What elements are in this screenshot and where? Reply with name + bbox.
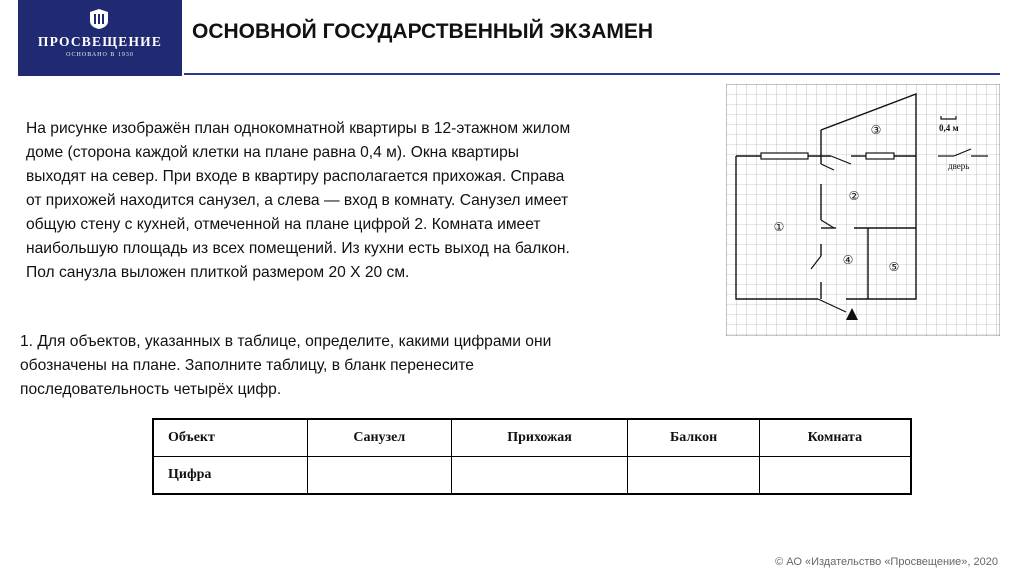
question-line: 1. Для объектов, указанных в таблице, определите, какими цифрами они <box>20 333 552 350</box>
publisher-logo <box>18 0 182 76</box>
task-line: доме (сторона каждой клетки на плане равна 0,4 м). Окна квартиры <box>26 144 519 161</box>
apartment-plan <box>726 84 1000 336</box>
answer-cell[interactable] <box>308 457 452 495</box>
table-header-cell: Прихожая <box>451 419 628 457</box>
room-marker-1: ① <box>773 220 785 234</box>
answer-table <box>152 418 912 495</box>
task-line: выходят на север. При входе в квартиру располагается прихожая. Справа <box>26 168 565 185</box>
room-marker-5: ⑤ <box>888 260 900 274</box>
question-line: последовательность четырёх цифр. <box>20 381 282 398</box>
task-description <box>26 117 706 285</box>
table-header-cell: Комната <box>759 419 911 457</box>
table-row <box>153 457 911 495</box>
question-line: обозначены на плане. Заполните таблицу, в бланк перенесите <box>20 357 474 374</box>
task-line: Пол санузла выложен плиткой размером 20 Х 20 см. <box>26 264 410 281</box>
room-marker-2: ② <box>848 189 860 203</box>
table-header-cell: Объект <box>153 419 308 457</box>
answer-cell[interactable] <box>759 457 911 495</box>
page-title: ОСНОВНОЙ ГОСУДАРСТВЕННЫЙ ЭКЗАМЕН <box>192 20 654 43</box>
logo-since: ОСНОВАНО В 1930 <box>66 52 134 58</box>
answer-cell[interactable] <box>451 457 628 495</box>
publisher-emblem-icon <box>88 8 110 30</box>
room-marker-3: ③ <box>870 123 882 137</box>
scale-label: 0,4 м <box>939 123 959 133</box>
table-header-row <box>153 419 911 457</box>
table-row-label: Цифра <box>153 457 308 495</box>
door-label: дверь <box>948 161 970 171</box>
plan-grid <box>726 84 1000 336</box>
question-text <box>20 330 710 402</box>
header-divider <box>184 73 1000 75</box>
room-marker-4: ④ <box>842 253 854 267</box>
table-header-cell: Балкон <box>628 419 759 457</box>
copyright-footer: © АО «Издательство «Просвещение», 2020 <box>775 556 998 568</box>
task-line: от прихожей находится санузел, а слева — вход в комнату. Санузел имеет <box>26 192 569 209</box>
task-line: На рисунке изображён план однокомнатной квартиры в 12-этажном жилом <box>26 120 571 137</box>
logo-name: ПРОСВЕЩЕНИЕ <box>37 34 163 49</box>
task-line: наибольшую площадь из всех помещений. Из кухни есть выход на балкон. <box>26 240 570 257</box>
answer-cell[interactable] <box>628 457 759 495</box>
table-header-cell: Санузел <box>308 419 452 457</box>
task-line: общую стену с кухней, отмеченной на плане цифрой 2. Комната имеет <box>26 216 541 233</box>
